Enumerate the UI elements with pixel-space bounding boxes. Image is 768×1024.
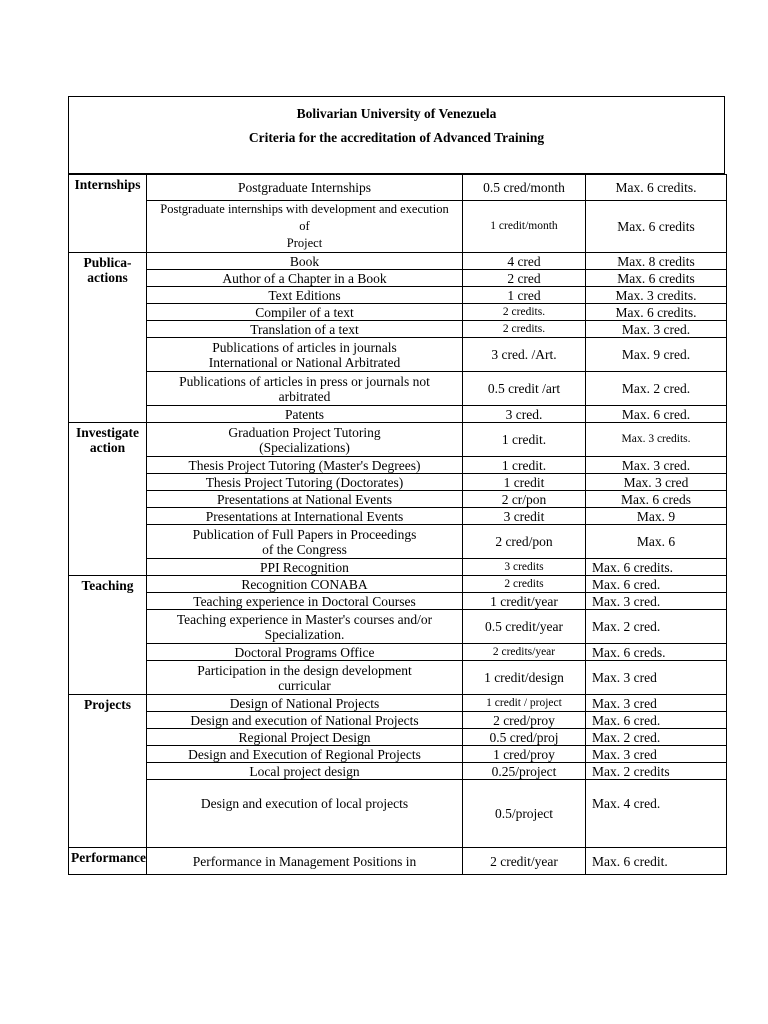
max-cell: Max. 3 credits.	[586, 287, 727, 304]
criterion-cell: Local project design	[147, 763, 463, 780]
table-row	[69, 423, 727, 457]
value-cell: 0.5 credit/year	[463, 610, 586, 644]
value-cell: 1 credit/year	[463, 593, 586, 610]
value-cell: 0.25/project	[463, 763, 586, 780]
criterion-cell: Design and Execution of Regional Projects	[147, 746, 463, 763]
table-row	[69, 729, 727, 746]
max-cell: Max. 3 cred	[586, 661, 727, 695]
criterion-cell: Regional Project Design	[147, 729, 463, 746]
table-row	[69, 610, 727, 644]
value-cell: 1 credit.	[463, 457, 586, 474]
table-row	[69, 253, 727, 270]
max-cell: Max. 6 credits.	[586, 175, 727, 201]
value-cell: 0.5 cred/proj	[463, 729, 586, 746]
value-cell: 1 credit / project	[463, 695, 586, 712]
criterion-cell: Design and execution of local projects	[147, 780, 463, 848]
max-cell: Max. 2 cred.	[586, 729, 727, 746]
max-cell: Max. 6 credits	[586, 270, 727, 287]
table-row	[69, 644, 727, 661]
value-cell: 1 credit/month	[463, 201, 586, 253]
criterion-cell: Recognition CONABA	[147, 576, 463, 593]
criterion-cell: Design and execution of National Projects	[147, 712, 463, 729]
table-row	[69, 491, 727, 508]
document-title: Criteria for the accreditation of Advanced Training	[248, 130, 545, 145]
value-cell: 0.5 cred/month	[463, 175, 586, 201]
max-cell: Max. 6 credits.	[586, 304, 727, 321]
category-teaching: Teaching	[69, 576, 147, 695]
max-cell: Max. 6 credits	[586, 201, 727, 253]
criterion-cell: Graduation Project Tutoring (Specializations)	[147, 423, 463, 457]
max-cell: Max. 9	[586, 508, 727, 525]
value-cell: 1 cred/proy	[463, 746, 586, 763]
criterion-cell: Participation in the design development curricular	[147, 661, 463, 695]
criterion-cell: Doctoral Programs Office	[147, 644, 463, 661]
max-cell: Max. 3 cred	[586, 474, 727, 491]
category-internships: Internships	[69, 175, 147, 253]
value-cell: 1 cred	[463, 287, 586, 304]
criterion-cell: Patents	[147, 406, 463, 423]
max-cell: Max. 3 cred.	[586, 321, 727, 338]
criteria-table	[68, 174, 727, 875]
table-row	[69, 746, 727, 763]
criterion-cell: Publications of articles in press or journals not arbitrated	[147, 372, 463, 406]
table-row	[69, 406, 727, 423]
value-cell: 2 cred	[463, 270, 586, 287]
table-row	[69, 576, 727, 593]
value-cell: 3 credits	[463, 559, 586, 576]
table-row	[69, 270, 727, 287]
value-cell: 2 credits.	[463, 304, 586, 321]
value-cell: 1 credit/design	[463, 661, 586, 695]
university-name: Bolivarian University of Venezuela	[296, 106, 497, 121]
max-cell: Max. 6 creds	[586, 491, 727, 508]
table-row	[69, 780, 727, 848]
criterion-cell: Teaching experience in Master's courses and/or Specialization.	[147, 610, 463, 644]
value-cell: 3 cred. /Art.	[463, 338, 586, 372]
max-cell: Max. 6 cred.	[586, 576, 727, 593]
max-cell: Max. 9 cred.	[586, 338, 727, 372]
accreditation-document	[68, 96, 726, 884]
criterion-cell: Teaching experience in Doctoral Courses	[147, 593, 463, 610]
table-row	[69, 848, 727, 875]
document-header	[68, 96, 725, 174]
criterion-cell: Postgraduate Internships	[147, 175, 463, 201]
criterion-cell: Thesis Project Tutoring (Doctorates)	[147, 474, 463, 491]
criterion-cell: Compiler of a text	[147, 304, 463, 321]
value-cell: 2 cred/proy	[463, 712, 586, 729]
max-cell: Max. 6 credit.	[586, 848, 727, 875]
value-cell: 3 credit	[463, 508, 586, 525]
table-row	[69, 287, 727, 304]
max-cell: Max. 3 cred.	[586, 593, 727, 610]
criterion-cell: Text Editions	[147, 287, 463, 304]
max-cell: Max. 2 cred.	[586, 610, 727, 644]
max-cell: Max. 6 credits.	[586, 559, 727, 576]
max-cell: Max. 3 cred	[586, 746, 727, 763]
value-cell: 1 credit	[463, 474, 586, 491]
value-cell: 2 credits.	[463, 321, 586, 338]
max-cell: Max. 2 credits	[586, 763, 727, 780]
criterion-cell: Postgraduate internships with development and execution of Project	[147, 201, 463, 253]
table-row	[69, 321, 727, 338]
table-row	[69, 175, 727, 201]
table-row	[69, 372, 727, 406]
table-row	[69, 474, 727, 491]
value-cell: 2 credit/year	[463, 848, 586, 875]
table-row	[69, 712, 727, 729]
value-cell: 0.5 credit /art	[463, 372, 586, 406]
table-row	[69, 763, 727, 780]
category-research: Investigate action	[69, 423, 147, 576]
value-cell: 2 credits/year	[463, 644, 586, 661]
value-cell: 2 cred/pon	[463, 525, 586, 559]
value-cell: 1 credit.	[463, 423, 586, 457]
value-cell: 2 credits	[463, 576, 586, 593]
table-row	[69, 661, 727, 695]
max-cell: Max. 2 cred.	[586, 372, 727, 406]
criterion-cell: Design of National Projects	[147, 695, 463, 712]
criterion-cell: Performance in Management Positions in	[147, 848, 463, 875]
value-cell: 3 cred.	[463, 406, 586, 423]
table-row	[69, 525, 727, 559]
table-row	[69, 304, 727, 321]
max-cell: Max. 6 cred.	[586, 406, 727, 423]
criterion-cell: Publication of Full Papers in Proceedings of the Congress	[147, 525, 463, 559]
table-row	[69, 201, 727, 253]
table-row	[69, 338, 727, 372]
table-row	[69, 508, 727, 525]
table-row	[69, 457, 727, 474]
criterion-cell: Author of a Chapter in a Book	[147, 270, 463, 287]
criterion-cell: PPI Recognition	[147, 559, 463, 576]
criterion-cell: Book	[147, 253, 463, 270]
max-cell: Max. 8 credits	[586, 253, 727, 270]
category-projects: Projects	[69, 695, 147, 848]
table-row	[69, 593, 727, 610]
criterion-cell: Thesis Project Tutoring (Master's Degrees)	[147, 457, 463, 474]
max-cell: Max. 4 cred.	[586, 780, 727, 848]
table-row	[69, 559, 727, 576]
criterion-cell: Translation of a text	[147, 321, 463, 338]
max-cell: Max. 6	[586, 525, 727, 559]
max-cell: Max. 3 cred.	[586, 457, 727, 474]
criterion-cell: Publications of articles in journals International or National Arbitrated	[147, 338, 463, 372]
category-performance: Performance	[69, 848, 147, 875]
value-cell: 0.5/project	[463, 780, 586, 848]
table-row	[69, 695, 727, 712]
category-publications: Publica- actions	[69, 253, 147, 423]
max-cell: Max. 6 creds.	[586, 644, 727, 661]
max-cell: Max. 6 cred.	[586, 712, 727, 729]
max-cell: Max. 3 cred	[586, 695, 727, 712]
criterion-cell: Presentations at National Events	[147, 491, 463, 508]
value-cell: 2 cr/pon	[463, 491, 586, 508]
criterion-cell: Presentations at International Events	[147, 508, 463, 525]
value-cell: 4 cred	[463, 253, 586, 270]
max-cell: Max. 3 credits.	[586, 423, 727, 457]
